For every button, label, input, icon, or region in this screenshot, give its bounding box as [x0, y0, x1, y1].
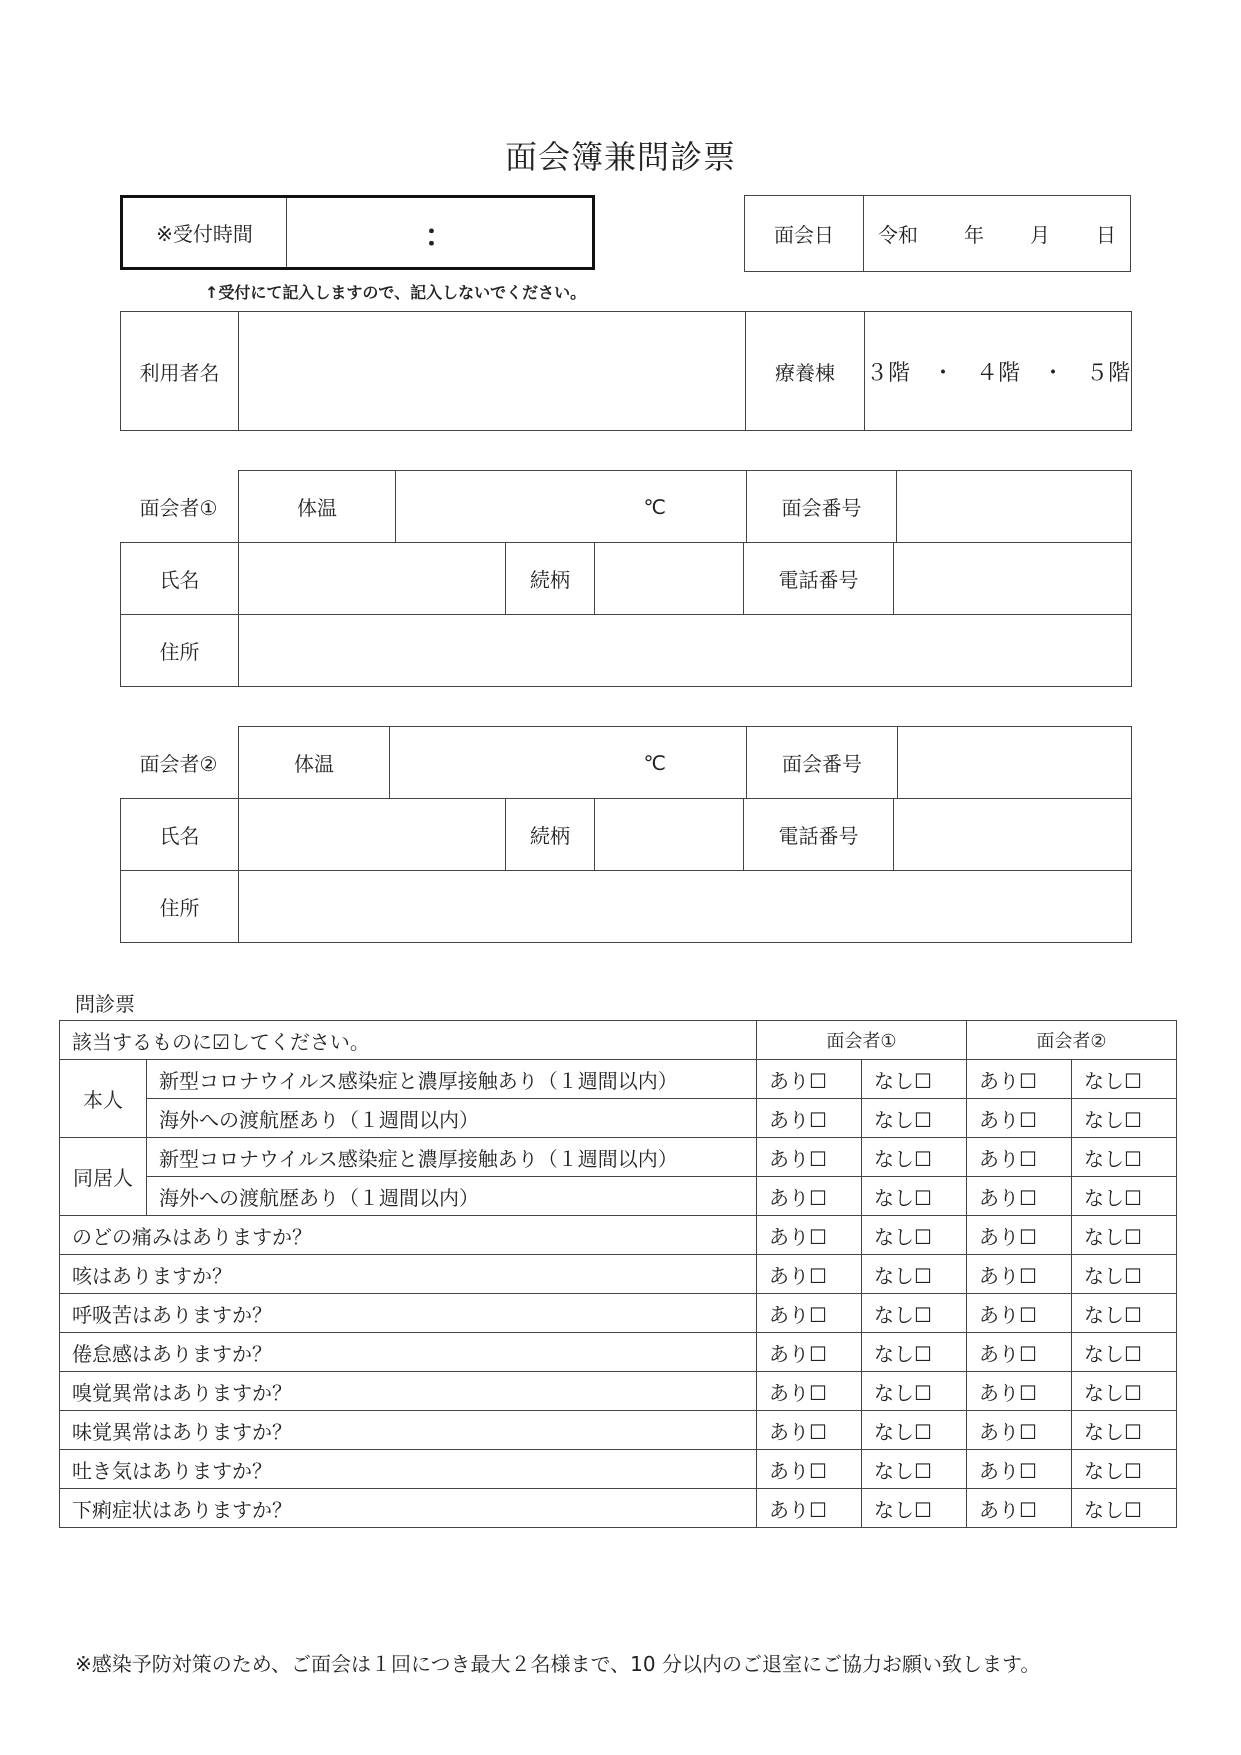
- v2-yes-checkbox[interactable]: あり☐: [967, 1372, 1072, 1411]
- v2-no-checkbox[interactable]: なし☐: [1072, 1333, 1177, 1372]
- visitor1-number-label: 面会番号: [747, 471, 897, 543]
- visitor2-address-field[interactable]: [239, 871, 1132, 943]
- question-item: 倦怠感はありますか？: [60, 1333, 757, 1372]
- v2-yes-checkbox[interactable]: あり☐: [967, 1138, 1072, 1177]
- v2-no-checkbox[interactable]: なし☐: [1072, 1489, 1177, 1528]
- visit-date-field[interactable]: [864, 196, 1131, 272]
- v2-yes-checkbox[interactable]: あり☐: [967, 1060, 1072, 1099]
- era-label: 令和: [878, 223, 918, 247]
- v1-no-checkbox[interactable]: なし☐: [862, 1294, 967, 1333]
- visitor2-row1: [238, 726, 1132, 799]
- question-travel: 海外への渡航歴あり（１週間以内）: [147, 1099, 757, 1138]
- v2-yes-checkbox[interactable]: あり☐: [967, 1177, 1072, 1216]
- question-item: 呼吸苦はありますか？: [60, 1294, 757, 1333]
- cohabitant-label: 同居人: [60, 1138, 147, 1216]
- v1-no-checkbox[interactable]: なし☐: [862, 1060, 967, 1099]
- col-visitor1: 面会者①: [757, 1021, 967, 1060]
- v2-yes-checkbox[interactable]: あり☐: [967, 1411, 1072, 1450]
- v1-no-checkbox[interactable]: なし☐: [862, 1333, 967, 1372]
- ward-label: 療養棟: [746, 312, 865, 431]
- question-item: 下痢症状はありますか？: [60, 1489, 757, 1528]
- v1-yes-checkbox[interactable]: あり☐: [757, 1138, 862, 1177]
- v1-no-checkbox[interactable]: なし☐: [862, 1216, 967, 1255]
- v2-yes-checkbox[interactable]: あり☐: [967, 1450, 1072, 1489]
- v1-yes-checkbox[interactable]: あり☐: [757, 1333, 862, 1372]
- v2-no-checkbox[interactable]: なし☐: [1072, 1255, 1177, 1294]
- v2-no-checkbox[interactable]: なし☐: [1072, 1060, 1177, 1099]
- visitor2-number-field[interactable]: [898, 727, 1132, 799]
- v2-yes-checkbox[interactable]: あり☐: [967, 1333, 1072, 1372]
- v2-no-checkbox[interactable]: なし☐: [1072, 1294, 1177, 1333]
- visitor1-name-label: 氏名: [121, 543, 239, 615]
- visitor1-relation-label: 続柄: [506, 543, 595, 615]
- visitor2-name-label: 氏名: [121, 799, 239, 871]
- v1-no-checkbox[interactable]: なし☐: [862, 1450, 967, 1489]
- v2-no-checkbox[interactable]: なし☐: [1072, 1099, 1177, 1138]
- page-title: 面会簿兼問診票: [504, 138, 736, 176]
- v1-yes-checkbox[interactable]: あり☐: [757, 1372, 862, 1411]
- visitor1-details: [120, 542, 1132, 687]
- visitor1-address-label: 住所: [121, 615, 239, 687]
- v1-no-checkbox[interactable]: なし☐: [862, 1372, 967, 1411]
- v1-yes-checkbox[interactable]: あり☐: [757, 1177, 862, 1216]
- visitor2-phone-label: 電話番号: [744, 799, 894, 871]
- v1-no-checkbox[interactable]: なし☐: [862, 1255, 967, 1294]
- visitor1-name-field[interactable]: [239, 543, 506, 615]
- visit-date-table: [744, 195, 1131, 272]
- visit-date-label: 面会日: [745, 196, 864, 272]
- v2-no-checkbox[interactable]: なし☐: [1072, 1450, 1177, 1489]
- visitor1-number-field[interactable]: [897, 471, 1132, 543]
- question-item: 吐き気はありますか？: [60, 1450, 757, 1489]
- v1-yes-checkbox[interactable]: あり☐: [757, 1060, 862, 1099]
- v2-no-checkbox[interactable]: なし☐: [1072, 1216, 1177, 1255]
- visitor1-temp-field[interactable]: [396, 471, 747, 543]
- self-label: 本人: [60, 1060, 147, 1138]
- v2-yes-checkbox[interactable]: あり☐: [967, 1099, 1072, 1138]
- v1-no-checkbox[interactable]: なし☐: [862, 1138, 967, 1177]
- v1-yes-checkbox[interactable]: あり☐: [757, 1216, 862, 1255]
- v2-yes-checkbox[interactable]: あり☐: [967, 1255, 1072, 1294]
- visitor2-relation-field[interactable]: [595, 799, 744, 871]
- question-item: 味覚異常はありますか？: [60, 1411, 757, 1450]
- visitor2-phone-field[interactable]: [894, 799, 1132, 871]
- reception-time-box: [120, 195, 595, 270]
- v2-yes-checkbox[interactable]: あり☐: [967, 1489, 1072, 1528]
- v1-no-checkbox[interactable]: なし☐: [862, 1177, 967, 1216]
- reception-time-label: ※受付時間: [123, 198, 287, 267]
- v2-no-checkbox[interactable]: なし☐: [1072, 1411, 1177, 1450]
- instruction-cell: 該当するものに☑してください。: [60, 1021, 757, 1060]
- reception-note: ↑受付にて記入しますので、記入しないでください。: [205, 283, 587, 302]
- year-label: 年: [964, 223, 984, 247]
- visitor2-temp-label: 体温: [239, 727, 390, 799]
- month-label: 月: [1030, 223, 1050, 247]
- footer-note: ※感染予防対策のため、ご面会は１回につき最大２名様まで、10 分以内のご退室にご協力お願い致します。: [75, 1652, 1041, 1676]
- visitor2-address-label: 住所: [121, 871, 239, 943]
- v2-yes-checkbox[interactable]: あり☐: [967, 1216, 1072, 1255]
- question-contact: 新型コロナウイルス感染症と濃厚接触あり（１週間以内）: [147, 1138, 757, 1177]
- visitor1-temp-label: 体温: [239, 471, 396, 543]
- visitor1-address-field[interactable]: [239, 615, 1132, 687]
- question-item: 嗅覚異常はありますか？: [60, 1372, 757, 1411]
- reception-time-field[interactable]: ：: [424, 218, 455, 254]
- v2-no-checkbox[interactable]: なし☐: [1072, 1372, 1177, 1411]
- user-name-field[interactable]: [239, 312, 746, 431]
- questionnaire-title: 問診票: [75, 992, 135, 1016]
- visitor2-relation-label: 続柄: [506, 799, 595, 871]
- visitor1-phone-label: 電話番号: [744, 543, 894, 615]
- visitor2-details: [120, 798, 1132, 943]
- question-item: 咳はありますか？: [60, 1255, 757, 1294]
- user-name-label: 利用者名: [121, 312, 239, 431]
- v2-yes-checkbox[interactable]: あり☐: [967, 1294, 1072, 1333]
- col-visitor2: 面会者②: [967, 1021, 1177, 1060]
- v1-yes-checkbox[interactable]: あり☐: [757, 1255, 862, 1294]
- question-contact: 新型コロナウイルス感染症と濃厚接触あり（１週間以内）: [147, 1060, 757, 1099]
- v1-yes-checkbox[interactable]: あり☐: [757, 1099, 862, 1138]
- visitor1-phone-field[interactable]: [894, 543, 1132, 615]
- v1-yes-checkbox[interactable]: あり☐: [757, 1489, 862, 1528]
- visitor2-temp-field[interactable]: [390, 727, 747, 799]
- v1-yes-checkbox[interactable]: あり☐: [757, 1294, 862, 1333]
- v2-no-checkbox[interactable]: なし☐: [1072, 1177, 1177, 1216]
- v1-no-checkbox[interactable]: なし☐: [862, 1099, 967, 1138]
- visitor2-temp-unit: ℃: [643, 750, 666, 775]
- visitor1-label: 面会者①: [139, 495, 218, 520]
- visitor1-row1: [238, 470, 1132, 543]
- visitor2-name-field[interactable]: [239, 799, 506, 871]
- visitor2-number-label: 面会番号: [747, 727, 898, 799]
- v1-yes-checkbox[interactable]: あり☐: [757, 1411, 862, 1450]
- user-table: [120, 311, 1132, 431]
- day-label: 日: [1096, 223, 1116, 247]
- ward-options[interactable]: ３階 ・ ４階 ・ ５階: [865, 312, 1132, 431]
- v1-no-checkbox[interactable]: なし☐: [862, 1411, 967, 1450]
- v1-yes-checkbox[interactable]: あり☐: [757, 1450, 862, 1489]
- visitor2-label: 面会者②: [139, 751, 218, 776]
- v2-no-checkbox[interactable]: なし☐: [1072, 1138, 1177, 1177]
- visitor1-relation-field[interactable]: [595, 543, 744, 615]
- v1-no-checkbox[interactable]: なし☐: [862, 1489, 967, 1528]
- questionnaire-table: [59, 1020, 1177, 1528]
- visitor1-temp-unit: ℃: [643, 494, 666, 519]
- question-item: のどの痛みはありますか？: [60, 1216, 757, 1255]
- question-travel: 海外への渡航歴あり（１週間以内）: [147, 1177, 757, 1216]
